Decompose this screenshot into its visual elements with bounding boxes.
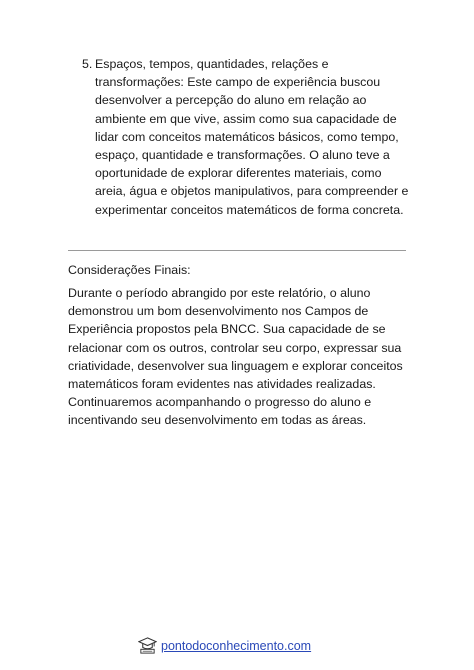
section-divider xyxy=(68,250,406,251)
graduation-cap-icon xyxy=(138,636,157,655)
final-considerations-heading: Considerações Finais: xyxy=(68,263,191,277)
list-item-number: 5. xyxy=(82,57,93,71)
footer xyxy=(138,636,311,655)
footer-website-link[interactable]: pontodoconhecimento.com xyxy=(161,638,312,653)
final-considerations-paragraph: Durante o período abrangido por este relatório, o aluno demonstrou um bom desenvolvimento nos Campos de Experiência propostos pela BNCC. Sua capacidade de se relacionar com os outros, controlar seu corpo, expressar sua criatividade, desenvolver sua linguagem e explorar conceitos matemáticos foram evidentes nas atividades realizadas. Continuaremos acompanhando o progresso do aluno e incentivando seu desenvolvimento em todas as áreas. xyxy=(68,286,403,428)
numbered-list-item xyxy=(82,55,412,219)
list-item-text: Espaços, tempos, quantidades, relações e transformações: Este campo de experiência buscou desenvolver a percepção do aluno em relação ao ambiente em que vive, assim como sua capacidade de lidar com conceitos matemáticos básicos, como tempo, espaço, quantidade e transformações. O aluno teve a oportunidade de explorar diferentes materiais, como areia, água e objetos manipulativos, para compreender e experimentar conceitos matemáticos de forma concreta. xyxy=(95,57,409,217)
